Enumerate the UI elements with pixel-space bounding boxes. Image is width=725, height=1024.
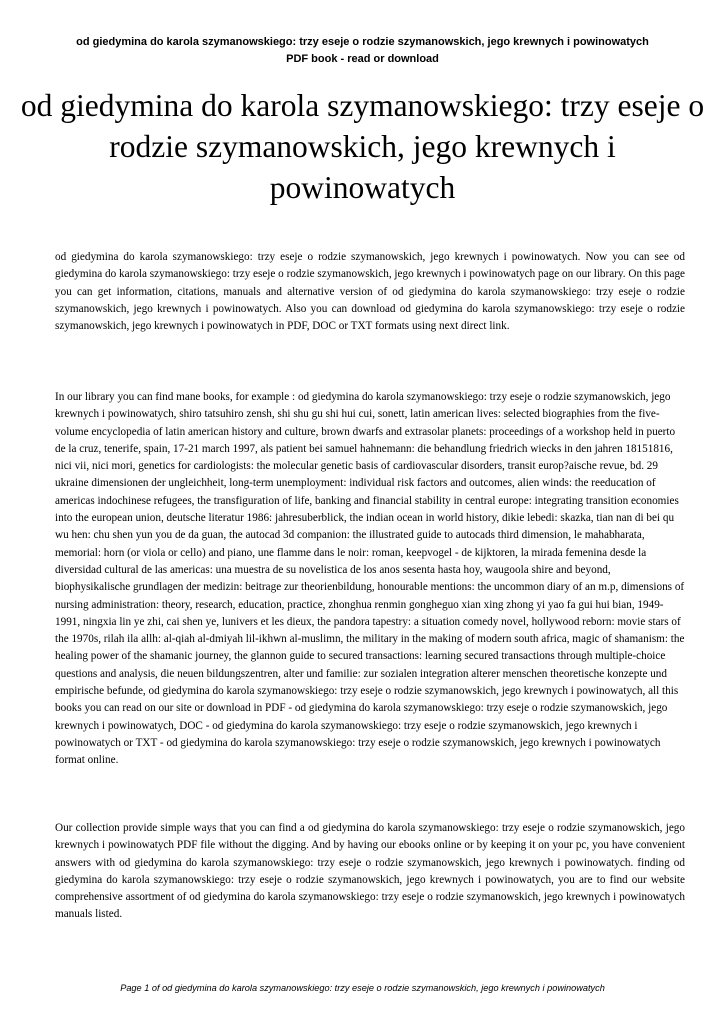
page-footer: Page 1 of od giedymina do karola szymanowskiego: trzy eseje o rodzie szymanowskich, jego krewnych i powinowatych (120, 983, 605, 993)
document-title: od giedymina do karola szymanowskiego: trzy eseje o rodzie szymanowskich, jego krewnych i powinowatych (20, 88, 705, 205)
header-title-line: od giedymina do karola szymanowskiego: trzy eseje o rodzie szymanowskich, jego krewnych i powinowatych (76, 36, 649, 48)
page-header (20, 34, 705, 68)
collection-paragraph: Our collection provide simple ways that you can find a od giedymina do karola szymanowskiego: trzy eseje o rodzie szymanowskich, jego krewnych i powinowatych PDF file without the digging. And by having our ebooks online or by keeping it on your pc, you have convenient answers with od giedymina do karola szymanowskiego: trzy eseje o rodzie szymanowskich, jego krewnych i powinowatych. finding od giedymina do karola szymanowskiego: trzy eseje o rodzie szymanowskich, jego krewnych i powinowatych, you are to find our website comprehensive assortment of od giedymina do karola szymanowskiego: trzy eseje o rodzie szymanowskich, jego krewnych i powinowatych manuals listed. (55, 822, 685, 921)
library-paragraph: In our library you can find mane books, for example : od giedymina do karola szymanowskiego: trzy eseje o rodzie szymanowskich, jego krewnych i powinowatych, shiro tatsuhiro zensh, shi shu gu shi hui cui, sonett, latin american lives: selected biographies from the five-volume encyclopedia of latin american history and culture, brown dwarfs and extrasolar planets: proceedings of a workshop held in puerto de la cruz, tenerife, spain, 17-21 march 1997, als patient bei samuel hahnemann: die behandlung friedrich wiecks in den jahren 18151816, nici vii, nici mori, genetics for cardiologists: the molecular genetic basis of cardiovascular disorders, transit europ?aische revue, bd. 29 ukraine dimensionen der ungleichheit, long-term unemployment: individual risk factors and outcomes, alien winds: the reeducation of americas indochinese refugees, the transfiguration of life, banking and financial stability in central europe: integrating transition economies into the european union, deutsche literatur 1986: jahresuberblick, the indian ocean in world history, dikie lebedi: skazka, tian nan di bei qu wu hen: chu shen yun you de da guan, the autocad 3d companion: the illustrated guide to autocads third dimension, le mahabharata, memorial: horn (or viola or cello) and piano, une flamme dans le noir: roman, keepvogel - de kijktoren, la mirada femenina desde la diversidad cultural de las americas: una muestra de su novelistica de los anos sesenta hasta hoy, waugoola shire and beyond, biophysikalische grundlagen der medizin: beitrage zur theorienbildung, honourable mentions: the uncommon diary of an m.p, dimensions of nursing administration: theory, research, education, practice, zhonghua renmin gongheguo xian xing zhong yi yao fa gui hui bian, 1949-1991, ningxia lin ye zhi, cai shen ye, lunivers et les dieux, the pandora tapestry: a situation comedy novel, hollywood reborn: movie stars of the 1970s, rilah ila allh: al-qiah al-dmiyah lil-ikhwn al-muslimn, the military in the making of modern south africa, magic of shamanism: the healing power of the shamanic journey, the glannon guide to secured transactions: learning secured transactions through multiple-choice questions and analysis, die neuen bildungszentren, alter und familie: zur sozialen integration alterer menschen theoretische konzepte und empirische befunde, od giedymina do karola szymanowskiego: trzy eseje o rodzie szymanowskich, jego krewnych i powinowatych, all this books you can read on our site or download in PDF - od giedymina do karola szymanowskiego: trzy eseje o rodzie szymanowskich, jego krewnych i powinowatych, DOC - od giedymina do karola szymanowskiego: trzy eseje o rodzie szymanowskich, jego krewnych i powinowatych or TXT - od giedymina do karola szymanowskiego: trzy eseje o rodzie szymanowskich, jego krewnych i powinowatych format online. (55, 391, 685, 767)
intro-paragraph: od giedymina do karola szymanowskiego: trzy eseje o rodzie szymanowskich, jego krewnych i powinowatych. Now you can see od giedymina do karola szymanowskiego: trzy eseje o rodzie szymanowskich, jego krewnych i powinowatych page on our library. On this page you can get information, citations, manuals and alternative version of od giedymina do karola szymanowskiego: trzy eseje o rodzie szymanowskich, jego krewnych i powinowatych. Also you can download od giedymina do karola szymanowskiego: trzy eseje o rodzie szymanowskich, jego krewnych i powinowatych in PDF, DOC or TXT formats using next direct link. (55, 251, 685, 333)
header-subtitle-line: PDF book - read or download (286, 53, 439, 65)
